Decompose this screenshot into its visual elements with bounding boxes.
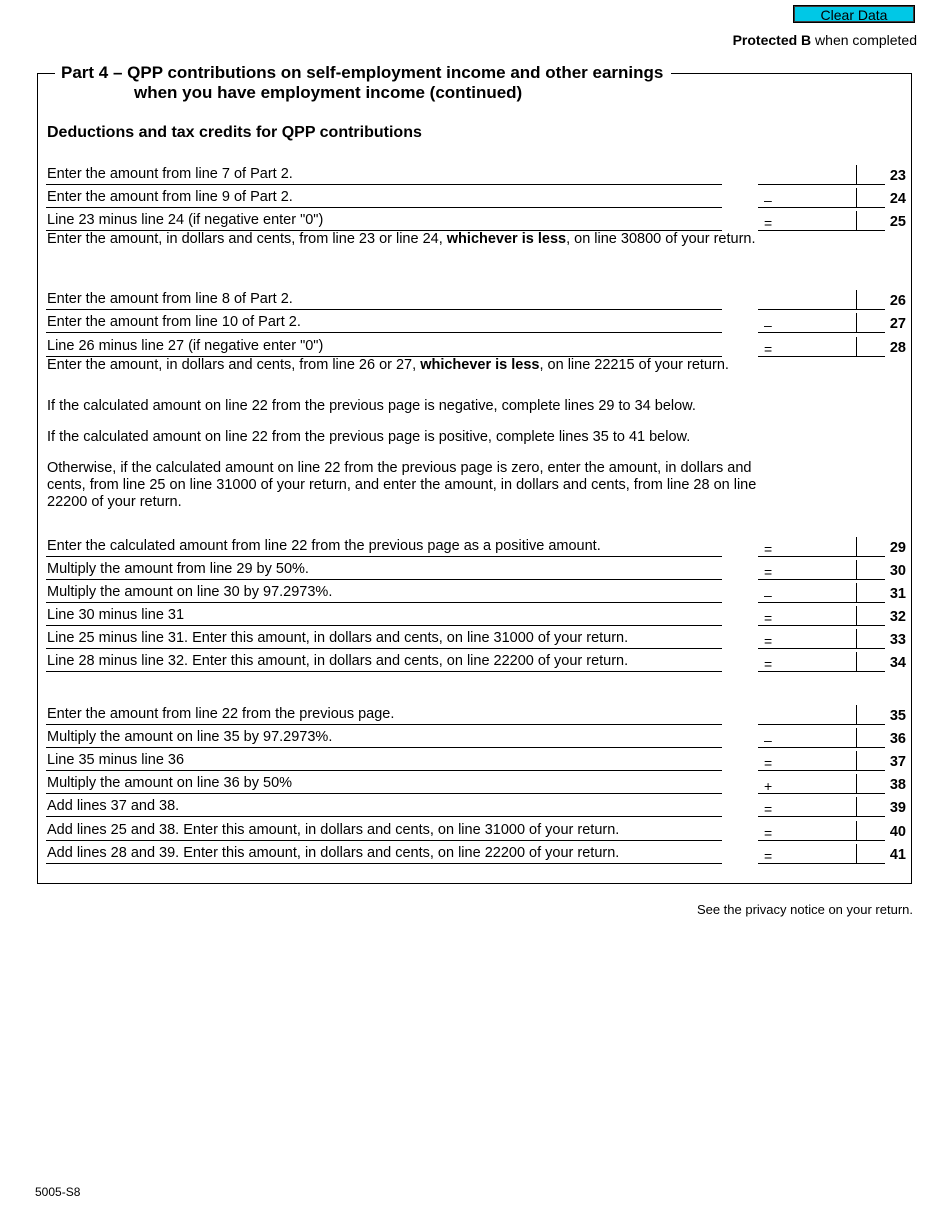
form-row-line-37 xyxy=(0,747,950,771)
section-heading: Deductions and tax credits for QPP contributions xyxy=(47,124,422,141)
cents-divider xyxy=(856,774,857,793)
amount-field-line-27[interactable] xyxy=(758,311,885,333)
amount-field-line-28[interactable] xyxy=(758,335,885,357)
form-row-line-27 xyxy=(0,309,950,333)
operator-sign: – xyxy=(764,587,772,603)
line-number: 30 xyxy=(889,563,906,579)
cents-divider xyxy=(856,751,857,770)
line-number: 26 xyxy=(889,293,906,309)
amount-field-line-34[interactable] xyxy=(758,650,885,672)
note-line-30800 xyxy=(47,231,756,248)
cents-divider xyxy=(856,188,857,207)
line-number: 25 xyxy=(889,214,906,230)
cents-divider xyxy=(856,337,857,356)
amount-field-line-41[interactable] xyxy=(758,842,885,864)
protected-b-label: Protected B xyxy=(732,32,812,48)
form-row-line-26 xyxy=(0,286,950,310)
cents-divider xyxy=(856,211,857,230)
line-number: 37 xyxy=(889,754,906,770)
line-number: 36 xyxy=(889,731,906,747)
amount-field-line-29[interactable] xyxy=(758,535,885,557)
line-label: Multiply the amount on line 30 by 97.2973%. xyxy=(47,584,333,600)
amount-field-line-31[interactable] xyxy=(758,581,885,603)
line-label: Enter the amount from line 10 of Part 2. xyxy=(47,314,301,330)
line-label: Enter the amount from line 8 of Part 2. xyxy=(47,291,293,307)
cents-divider xyxy=(856,821,857,840)
operator-sign: = xyxy=(764,825,773,841)
form-row-line-36 xyxy=(0,724,950,748)
form-row-line-33 xyxy=(0,625,950,649)
form-row-line-29 xyxy=(0,533,950,557)
line-number: 27 xyxy=(889,316,906,332)
operator-sign: = xyxy=(764,755,773,771)
form-row-line-41 xyxy=(0,840,950,864)
line-number: 28 xyxy=(889,340,906,356)
line-label: Enter the amount from line 7 of Part 2. xyxy=(47,166,293,182)
note1-pre: Enter the amount, in dollars and cents, from line 23 or line 24, xyxy=(47,231,447,247)
amount-field-line-38[interactable] xyxy=(758,772,885,794)
form-row-line-39 xyxy=(0,793,950,817)
cents-divider xyxy=(856,165,857,184)
operator-sign: = xyxy=(764,610,773,626)
line-label: Add lines 28 and 39. Enter this amount, in dollars and cents, on line 22200 of your return. xyxy=(47,845,620,861)
instruction-negative: If the calculated amount on line 22 from the previous page is negative, complete lines 29 to 34 below. xyxy=(47,398,696,414)
operator-sign: – xyxy=(764,732,772,748)
form-row-line-25 xyxy=(0,207,950,231)
operator-sign: = xyxy=(764,215,773,231)
line-number: 39 xyxy=(889,800,906,816)
form-row-line-35 xyxy=(0,701,950,725)
line-label: Enter the amount from line 9 of Part 2. xyxy=(47,189,293,205)
operator-sign: = xyxy=(764,801,773,817)
form-row-line-34 xyxy=(0,648,950,672)
amount-field-line-26[interactable] xyxy=(758,288,885,310)
line-number: 23 xyxy=(889,168,906,184)
line-label: Add lines 25 and 38. Enter this amount, in dollars and cents, on line 31000 of your return. xyxy=(47,822,620,838)
note1-bold: whichever is less xyxy=(446,231,567,247)
protected-b-suffix: when completed xyxy=(811,32,917,48)
amount-field-line-35[interactable] xyxy=(758,703,885,725)
line-label: Multiply the amount on line 36 by 50% xyxy=(47,775,293,791)
line-number: 31 xyxy=(889,586,906,602)
cents-divider xyxy=(856,290,857,309)
amount-field-line-32[interactable] xyxy=(758,604,885,626)
line-label: Add lines 37 and 38. xyxy=(47,798,180,814)
note2-bold: whichever is less xyxy=(420,357,540,373)
line-number: 40 xyxy=(889,824,906,840)
line-number: 35 xyxy=(889,708,906,724)
cents-divider xyxy=(856,583,857,602)
instruction-positive: If the calculated amount on line 22 from the previous page is positive, complete lines 35 to 41 below. xyxy=(47,429,691,445)
amount-field-line-24[interactable] xyxy=(758,186,885,208)
part-title-line2: when you have employment income (continued) xyxy=(134,83,523,102)
label-underline xyxy=(46,863,722,864)
line-number: 32 xyxy=(889,609,906,625)
operator-sign: – xyxy=(764,317,772,333)
cents-divider xyxy=(856,797,857,816)
note1-post: , on line 30800 of your return. xyxy=(566,231,756,247)
note2-post: , on line 22215 of your return. xyxy=(539,357,729,373)
note2-pre: Enter the amount, in dollars and cents, from line 26 or 27, xyxy=(47,357,421,373)
form-row-line-30 xyxy=(0,556,950,580)
line-number: 34 xyxy=(889,655,906,671)
label-underline xyxy=(46,671,722,672)
cents-divider xyxy=(856,705,857,724)
amount-field-line-23[interactable] xyxy=(758,163,885,185)
amount-field-line-36[interactable] xyxy=(758,726,885,748)
operator-sign: = xyxy=(764,341,773,357)
form-row-line-24 xyxy=(0,184,950,208)
line-label: Line 28 minus line 32. Enter this amount, in dollars and cents, on line 22200 of your return. xyxy=(47,653,629,669)
form-row-line-31 xyxy=(0,579,950,603)
part-title-line1: Part 4 – QPP contributions on self-employment income and other earnings xyxy=(61,63,664,82)
line-number: 41 xyxy=(889,847,906,863)
amount-field-line-33[interactable] xyxy=(758,627,885,649)
line-number: 33 xyxy=(889,632,906,648)
line-label: Enter the amount from line 22 from the previous page. xyxy=(47,706,395,722)
amount-field-line-37[interactable] xyxy=(758,749,885,771)
line-number: 29 xyxy=(889,540,906,556)
form-row-line-28 xyxy=(0,333,950,357)
part-title xyxy=(55,63,671,103)
clear-data-button[interactable]: Clear Data xyxy=(793,5,915,23)
amount-field-line-40[interactable] xyxy=(758,819,885,841)
form-row-line-32 xyxy=(0,602,950,626)
cents-divider xyxy=(856,537,857,556)
cents-divider xyxy=(856,313,857,332)
cents-divider xyxy=(856,728,857,747)
form-row-line-38 xyxy=(0,770,950,794)
line-label: Line 25 minus line 31. Enter this amount, in dollars and cents, on line 31000 of your return. xyxy=(47,630,629,646)
operator-sign: = xyxy=(764,656,773,672)
line-label: Line 30 minus line 31 xyxy=(47,607,185,623)
amount-field-line-39[interactable] xyxy=(758,795,885,817)
line-label: Line 23 minus line 24 (if negative enter "0") xyxy=(47,212,324,228)
form-number: 5005-S8 xyxy=(35,1185,81,1199)
amount-field-line-25[interactable] xyxy=(758,209,885,231)
note-line-22215 xyxy=(47,357,729,374)
amount-field-line-30[interactable] xyxy=(758,558,885,580)
cents-divider xyxy=(856,629,857,648)
form-row-line-40 xyxy=(0,817,950,841)
operator-sign: – xyxy=(764,192,772,208)
protected-b-notice xyxy=(733,32,917,48)
line-number: 38 xyxy=(889,777,906,793)
cents-divider xyxy=(856,652,857,671)
instruction-zero: Otherwise, if the calculated amount on line 22 from the previous page is zero, enter the amount, in dollars and cents, from line 25 on line 31000 of your return, and enter the amount, in dollars and cents, from line 28 on line 22200 of your return. xyxy=(47,460,757,510)
privacy-notice: See the privacy notice on your return. xyxy=(696,902,913,917)
line-label: Multiply the amount from line 29 by 50%. xyxy=(47,561,309,577)
operator-sign: = xyxy=(764,848,773,864)
operator-sign: + xyxy=(764,778,773,794)
line-label: Line 26 minus line 27 (if negative enter "0") xyxy=(47,338,324,354)
operator-sign: = xyxy=(764,564,773,580)
operator-sign: = xyxy=(764,633,773,649)
line-label: Line 35 minus line 36 xyxy=(47,752,185,768)
line-label: Multiply the amount on line 35 by 97.2973%. xyxy=(47,729,333,745)
cents-divider xyxy=(856,844,857,863)
line-label: Enter the calculated amount from line 22 from the previous page as a positive amount. xyxy=(47,538,601,554)
cents-divider xyxy=(856,606,857,625)
operator-sign: = xyxy=(764,541,773,557)
line-number: 24 xyxy=(889,191,906,207)
form-row-line-23 xyxy=(0,161,950,185)
cents-divider xyxy=(856,560,857,579)
